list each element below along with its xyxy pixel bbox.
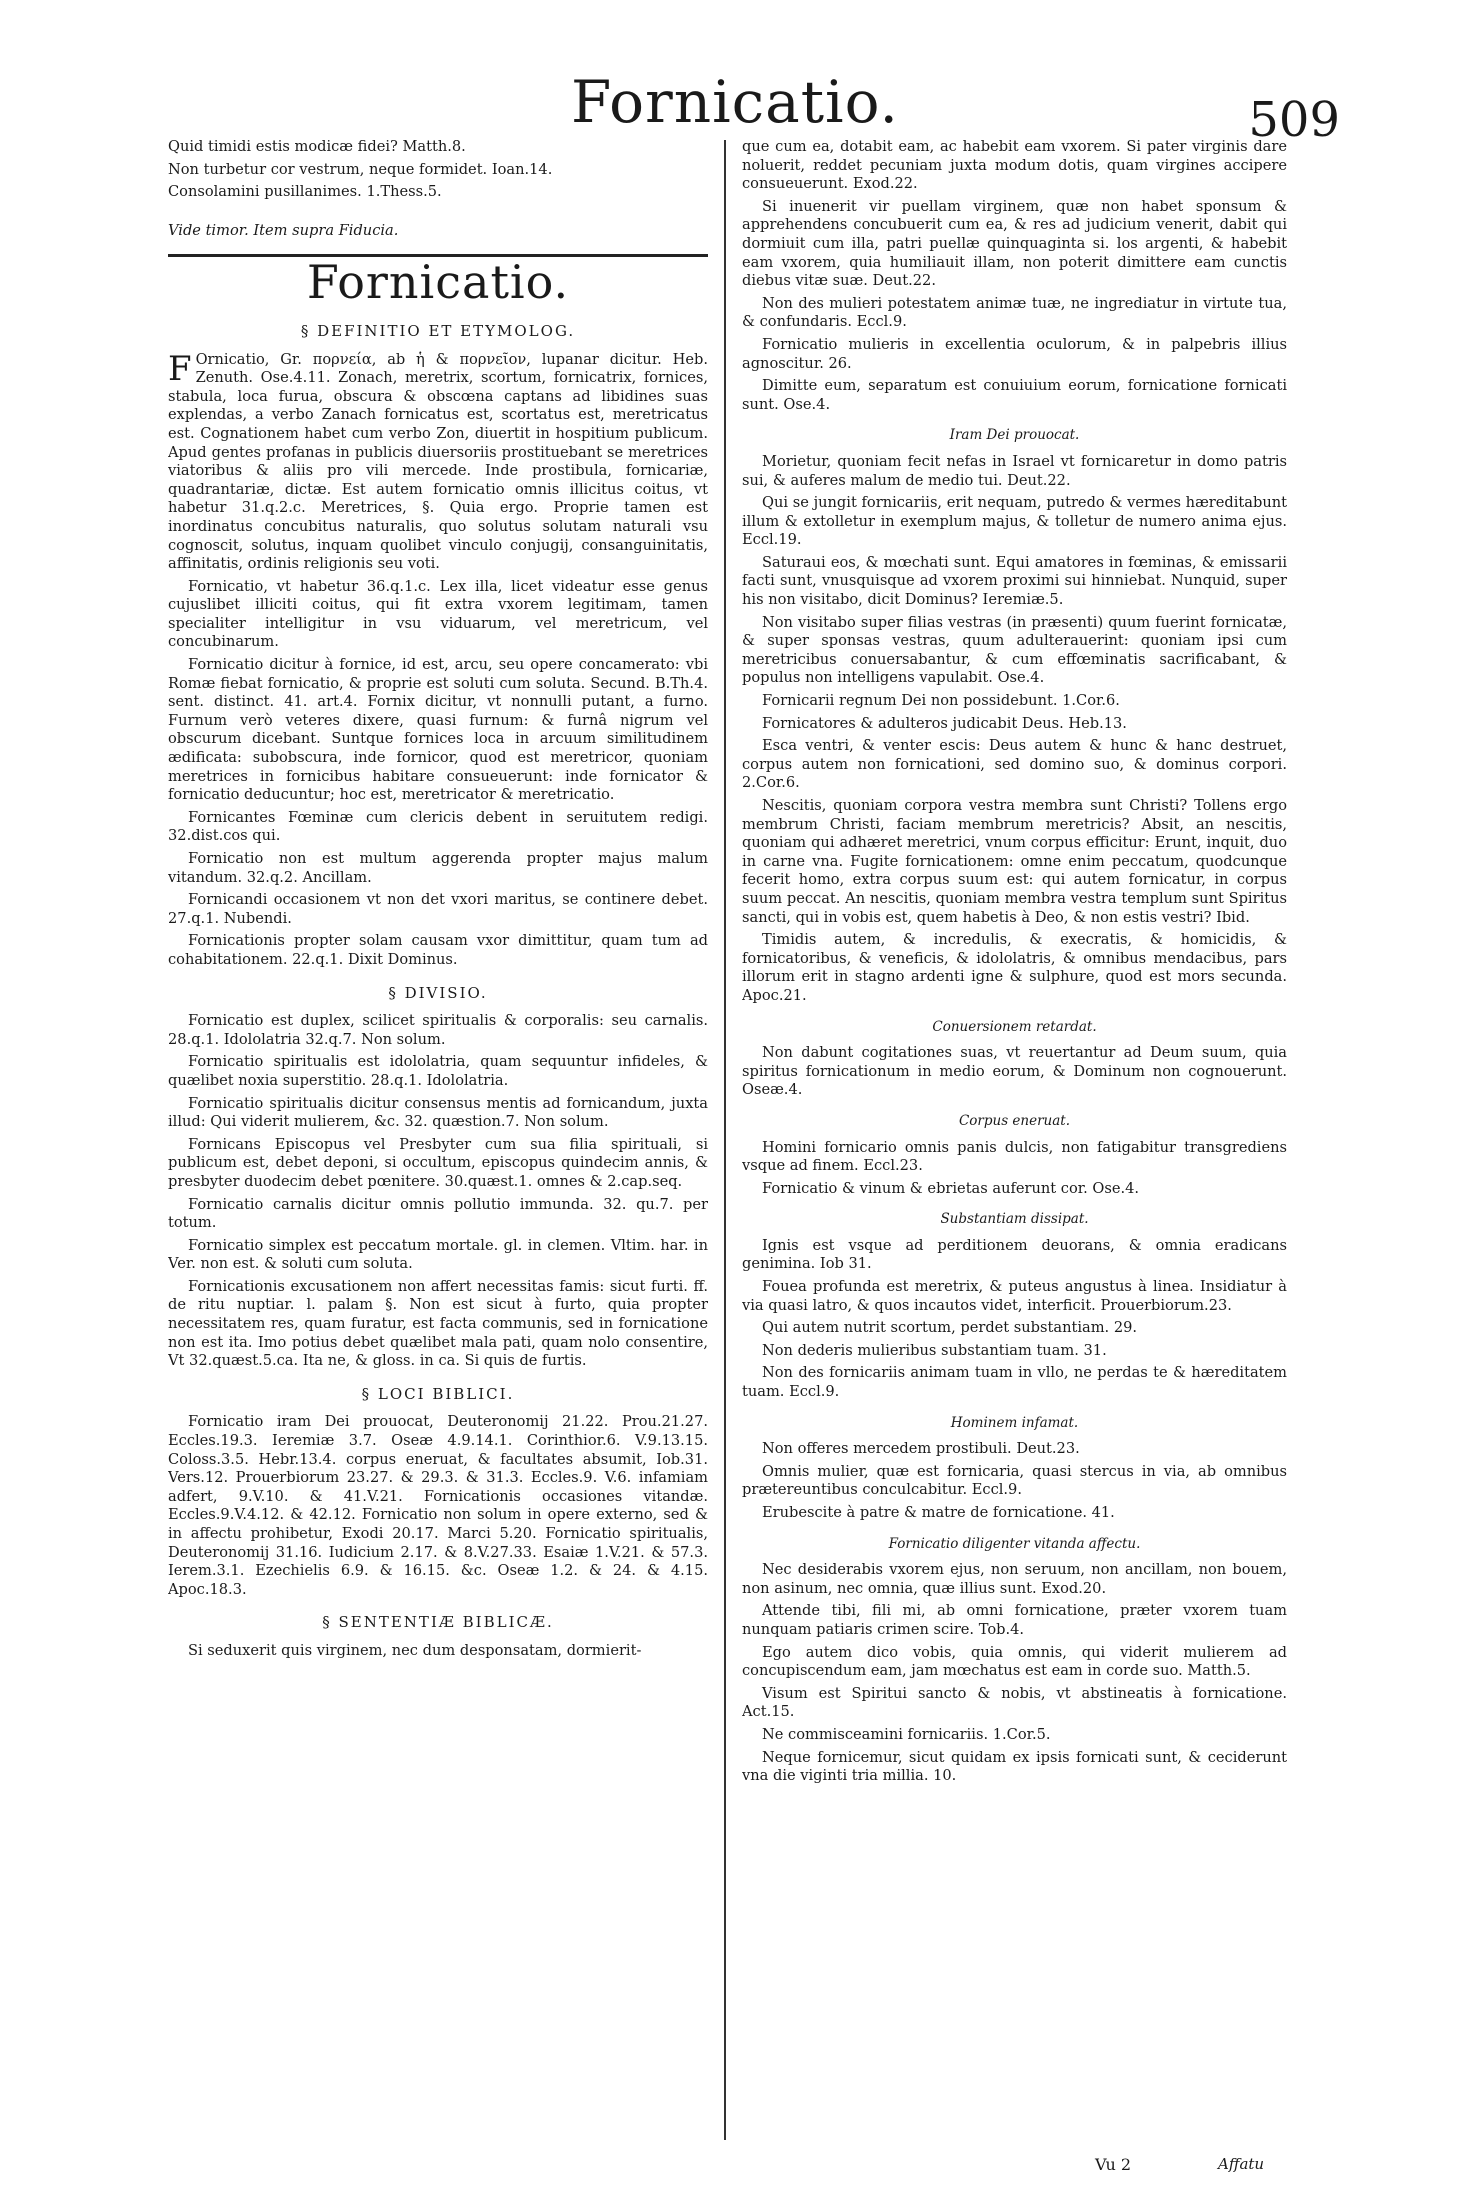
section-title: Fornicatio. [306, 255, 570, 310]
paragraph: Si inuenerit vir puellam virginem, quæ non habet sponsum & apprehendens concubuerit cum ea, & res ad judicium venerit, dabit qui dormiuit cum illa, patri puellæ quinquaginta si. los argenti, & habebit eam vxorem, quia humiliauit illam, non poterit dimittere eam cunctis diebus vitæ suæ. Deut.22. [742, 197, 1287, 290]
loci-heading: § LOCI BIBLICI. [361, 1384, 515, 1403]
subheading: Iram Dei prouocat. [949, 427, 1080, 444]
paragraph: Fornicatores & adulteros judicabit Deus. Heb.13. [762, 714, 1127, 732]
paragraph: Neque fornicemur, sicut quidam ex ipsis fornicati sunt, & ceciderunt vna die viginti tria millia. 10. [742, 1748, 1287, 1785]
page-number: 509 [1248, 92, 1340, 148]
paragraph: Fornicatio & vinum & ebrietas auferunt cor. Ose.4. [762, 1179, 1140, 1197]
paragraph: Non dederis mulieribus substantiam tuam. 31. [762, 1341, 1107, 1359]
catchword: Affatu [1218, 2155, 1265, 2173]
subheading: Hominem infamat. [950, 1414, 1079, 1431]
paragraph: Morietur, quoniam fecit nefas in Israel vt fornicaretur in domo patris sui, & auferes malum de medio tui. Deut.22. [742, 452, 1287, 489]
paragraph: Nec desiderabis vxorem ejus, non seruum, non ancillam, non bouem, non asinum, nec omnia, quæ illius sunt. Exod.20. [742, 1561, 1287, 1597]
paragraph: Ignis est vsque ad perditionem deuorans, & omnia eradicans genimina. Iob 31. [742, 1236, 1287, 1273]
text-line: Consolamini pusillanimes. 1.Thess.5. [168, 183, 442, 201]
definitio-paragraph: Fornicatio dicitur à fornice, id est, arcu, seu opere concamerato: vbi Romæ fiebat fornicatio, & proprie est soluti cum soluta. Secund. B.Th.4. sent. distinct. 41. art.4. Fornix dicitur, vt nonnulli putant, a furno. Furnum verò veteres dixere, quasi furnum: & furnâ nigrum vel obscurum dicebant. Suntque fornices loca in arcuum similitudinem ædificata: subobscura, inde fornicor, quod est meretricor, quoniam meretrices in fornicibus habitare consueuerunt: inde fornicator & fornicatio deducuntur; hoc est, meretricator & meretricatio. [168, 656, 708, 804]
text-line: Non turbetur cor vestrum, neque formidet. Ioan.14. [168, 160, 553, 178]
paragraph: Omnis mulier, quæ est fornicaria, quasi stercus in via, ab omnibus prætereuntibus conculcabitur. Eccl.9. [742, 1462, 1287, 1499]
subheading: Corpus eneruat. [958, 1112, 1071, 1129]
paragraph: Attende tibi, fili mi, ab omni fornicatione, præter vxorem tuam nunquam patiaris crimen scire. Tob.4. [742, 1602, 1287, 1638]
right-column [742, 138, 1287, 2143]
paragraph: Timidis autem, & incredulis, & execratis, & homicidis, & fornicatoribus, & veneficis, & idololatris, & omnibus mendacibus, pars illorum erit in stagno ardenti igne & sulphure, quod est mors secunda. Apoc.21. [742, 931, 1287, 1004]
definitio-paragraph: Fornicatio non est multum aggerenda propter majus malum vitandum. 32.q.2. Ancillam. [168, 850, 708, 886]
paragraph: Non des mulieri potestatem animæ tuæ, ne ingrediatur in virtute tua, & confundaris. Eccl.9. [742, 294, 1287, 331]
paragraph: Nescitis, quoniam corpora vestra membra sunt Christi? Tollens ergo membrum Christi, faciam membrum meretricis? Absit, an nescitis, quoniam qui adhæret meretrici, vnum corpus efficitur: Erunt, inquit, duo in carne vna. Fugite fornicationem: omne enim peccatum, quodcunque fecerit homo, extra corpus suum est: qui autem fornicatur, in corpus suum peccat. An nescitis, quoniam membra vestra templum sunt Spiritus sancti, qui in vobis est, quem habetis à Deo, & non estis vestri? Ibid. [742, 797, 1287, 926]
definitio-paragraph: Fornicatio, vt habetur 36.q.1.c. Lex illa, licet videatur esse genus cujuslibet illiciti coitus, qui fit extra vxorem legitimam, tamen specialiter intelligitur in vsu viduarum, vel meretricum, vel concubinarum. [168, 577, 708, 651]
paragraph: Ego autem dico vobis, quia omnis, qui viderit mulierem ad concupiscendum eam, jam mœchatus est eam in corde suo. Matth.5. [742, 1643, 1287, 1680]
paragraph: Fornicarii regnum Dei non possidebunt. 1.Cor.6. [762, 692, 1120, 710]
definitio-paragraph: Fornicandi occasionem vt non det vxori maritus, se continere debet. 27.q.1. Nubendi. [168, 891, 708, 927]
text-line: Quid timidi estis modicæ fidei? Matth.8. [168, 138, 466, 155]
paragraph: Esca ventri, & venter escis: Deus autem & hunc & hanc destruet, corpus autem non fornicationi, sed domino suo, & dominus corpori. 2.Cor.6. [742, 737, 1287, 792]
definitio-paragraph-first [168, 348, 708, 574]
sententiae-heading: § SENTENTIÆ BIBLICÆ. [322, 1613, 554, 1632]
divisio-paragraph: Fornicans Episcopus vel Presbyter cum sua filia spirituali, si publicum est, debet deponi, si occultum, episcopus quindecim annis, & presbyter duodecim debet pœnitere. 30.quæst.1. omnes & 2.cap.seq. [168, 1135, 708, 1190]
paragraph: Saturaui eos, & mœchati sunt. Equi amatores in fœminas, & emissarii facti sunt, vnusquisque ad vxorem proximi sui hinniebat. Nunquid, super his non visitabo, dicit Dominus? Ieremiæ.5. [742, 553, 1287, 609]
paragraph: Non visitabo super filias vestras (in præsenti) quum fuerint fornicatæ, & super sponsas vestras, quum adulterauerint: quoniam ipsi cum meretricibus conuersabantur, & cum effœminatis sacrificabant, & populus non intelligens vapulabit. Ose.4. [742, 613, 1287, 687]
definitio-paragraph: Fornicationis propter solam causam vxor dimittitur, quam tum ad cohabitationem. 22.q.1. Dixit Dominus. [168, 932, 708, 968]
paragraph: Visum est Spiritui sancto & nobis, vt abstineatis à fornicatione. Act.15. [742, 1684, 1287, 1721]
paragraph: Fouea profunda est meretrix, & puteus angustus à linea. Insidiatur à via quasi latro, & quos incautos videt, interficit. Prouerbiorum.23. [742, 1278, 1287, 1314]
definitio-heading: § DEFINITIO ET ETYMOLOG. [300, 321, 576, 340]
divisio-paragraph: Fornicatio simplex est peccatum mortale. gl. in clemen. Vltim. har. in Ver. non est. & soluti cum soluta. [168, 1236, 708, 1273]
paragraph: Non des fornicariis animam tuam in vllo, ne perdas te & hæreditatem tuam. Eccl.9. [742, 1364, 1287, 1401]
subheading: Conuersionem retardat. [932, 1018, 1097, 1035]
left-column [168, 138, 708, 2143]
paragraph: Qui se jungit fornicariis, erit nequam, putredo & vermes hæreditabunt illum & extolletur in exemplum majus, & tolletur de numero anima ejus. Eccl.19. [742, 494, 1287, 549]
column-divider [724, 140, 726, 2140]
subheading: Substantiam dissipat. [940, 1211, 1089, 1228]
divisio-paragraph: Fornicatio spiritualis est idololatria, quam sequuntur infideles, & quælibet noxia superstitio. 28.q.1. Idololatria. [168, 1053, 708, 1089]
drop-cap: F [168, 348, 192, 389]
paragraph: Qui autem nutrit scortum, perdet substantiam. 29. [762, 1319, 1138, 1337]
loci-paragraph: Fornicatio iram Dei prouocat, Deuteronomij 21.22. Prou.21.27. Eccles.19.3. Ieremiæ 3.7. Oseæ 4.9.14.1. Corinthior.6. V.9.13.15. Coloss.3.5. Hebr.13.4. corpus eneruat, & facultates absumit, Iob.31. Vers.12. Prouerbiorum 23.27. & 29.3. & 31.3. Eccles.9. V.6. infamiam adfert, 9.V.10. & 41.V.21. Fornicationis occasiones vitandæ. Eccles.9.V.4.12. & 42.12. Fornicatio non solum in opere externo, sed & in affectu prohibetur, Exodi 20.17. Marci 5.20. Fornicatio spiritualis, Deuteronomij 31.16. Iudicium 2.17. & 8.V.27.33. Esaiæ 1.V.21. & 57.3. Ierem.3.1. Ezechielis 6.9. & 16.15. &c. Oseæ 1.2. & 24. & 4.15. Apoc.18.3. [168, 1413, 708, 1598]
divisio-heading: § DIVISIO. [388, 983, 488, 1002]
running-title: Fornicatio. [571, 68, 899, 136]
paragraph-text: Ornicatio, Gr. πορνεία, ab ἡ & πορνεῖον, lupanar dicitur. Heb. Zenuth. Ose.4.11. Zonach, meretrix, scortum, fornicatrix, fornices, stabula, loca furua, obscura & obscœna captans ad libidines suas explendas, a verbo Zanach fornicatus est, scortatus est, meretricatus est. Cognationem habet cum verbo Zon, diuertit in hospitium publicum. Apud gentes profanas in publicis diuersoriis prostituebant se meretrices viatoribus & aliis pro vili mercede. Inde prostibula, fornicariæ, quadrantariæ, dictæ. Est autem fornicatio omnis illicitus coitus, vt habetur 31.q.2.c. Meretrices, §. Quia ergo. Proprie tamen est inordinatus concubitus naturalis, quo solutus solutam naturali vsu cognoscit, solutus, inquam quolibet vinculo conjugij, consanguinitatis, affinitatis, ordinis religionis seu voti. [168, 350, 708, 573]
paragraph: Fornicatio mulieris in excellentia oculorum, & in palpebris illius agnoscitur. 26. [742, 335, 1287, 372]
signature-mark: Vu 2 [1095, 2155, 1132, 2174]
paragraph: Non offeres mercedem prostibuli. Deut.23. [762, 1440, 1080, 1458]
divisio-paragraph: Fornicatio spiritualis dicitur consensus mentis ad fornicandum, juxta illud: Qui viderit mulierem, &c. 32. quæstion.7. Non solum. [168, 1094, 708, 1131]
divisio-paragraph: Fornicatio est duplex, scilicet spiritualis & corporalis: seu carnalis. 28.q.1. Idololatria 32.q.7. Non solum. [168, 1012, 708, 1048]
opening-lines [168, 138, 708, 202]
cross-reference: Vide timor. Item supra Fiducia. [168, 221, 399, 239]
divisio-paragraph: Fornicatio carnalis dicitur omnis pollutio immunda. 32. qu.7. per totum. [168, 1195, 708, 1232]
paragraph: Ne commisceamini fornicariis. 1.Cor.5. [762, 1725, 1051, 1743]
subheading: Fornicatio diligenter vitanda affectu. [888, 1535, 1141, 1552]
definitio-paragraph: Fornicantes Fœminæ cum clericis debent in seruitutem redigi. 32.dist.cos qui. [168, 808, 708, 845]
paragraph: Erubescite à patre & matre de fornicatione. 41. [762, 1504, 1115, 1521]
sententiae-paragraph: Si seduxerit quis virginem, nec dum desponsatam, dormierit- [188, 1641, 642, 1659]
paragraph: Non dabunt cogitationes suas, vt reuertantur ad Deum suum, quia spiritus fornicationum in medio eorum, & Dominum non cognouerunt. Oseæ.4. [742, 1044, 1287, 1099]
paragraph: Homini fornicario omnis panis dulcis, non fatigabitur transgrediens vsque ad finem. Eccl.23. [742, 1138, 1287, 1175]
continued-paragraph: que cum ea, dotabit eam, ac habebit eam vxorem. Si pater virginis dare noluerit, reddet pecuniam juxta modum dotis, quam virgines accipere consueuerunt. Exod.22. [742, 138, 1287, 193]
paragraph: Dimitte eum, separatum est conuiuium eorum, fornicatione fornicati sunt. Ose.4. [742, 377, 1287, 413]
divisio-paragraph: Fornicationis excusationem non affert necessitas famis: sicut furti. ff. de ritu nuptiar. l. palam §. Non est sicut à furto, quia propter necessitatem res, quam furatur, est facta communis, sed in fornicatione non est ita. Imo potius debet quælibet mala pati, quam nolo consentire, Vt 32.quæst.5.ca. Ita ne, & gloss. in ca. Si quis de furtis. [168, 1277, 708, 1370]
